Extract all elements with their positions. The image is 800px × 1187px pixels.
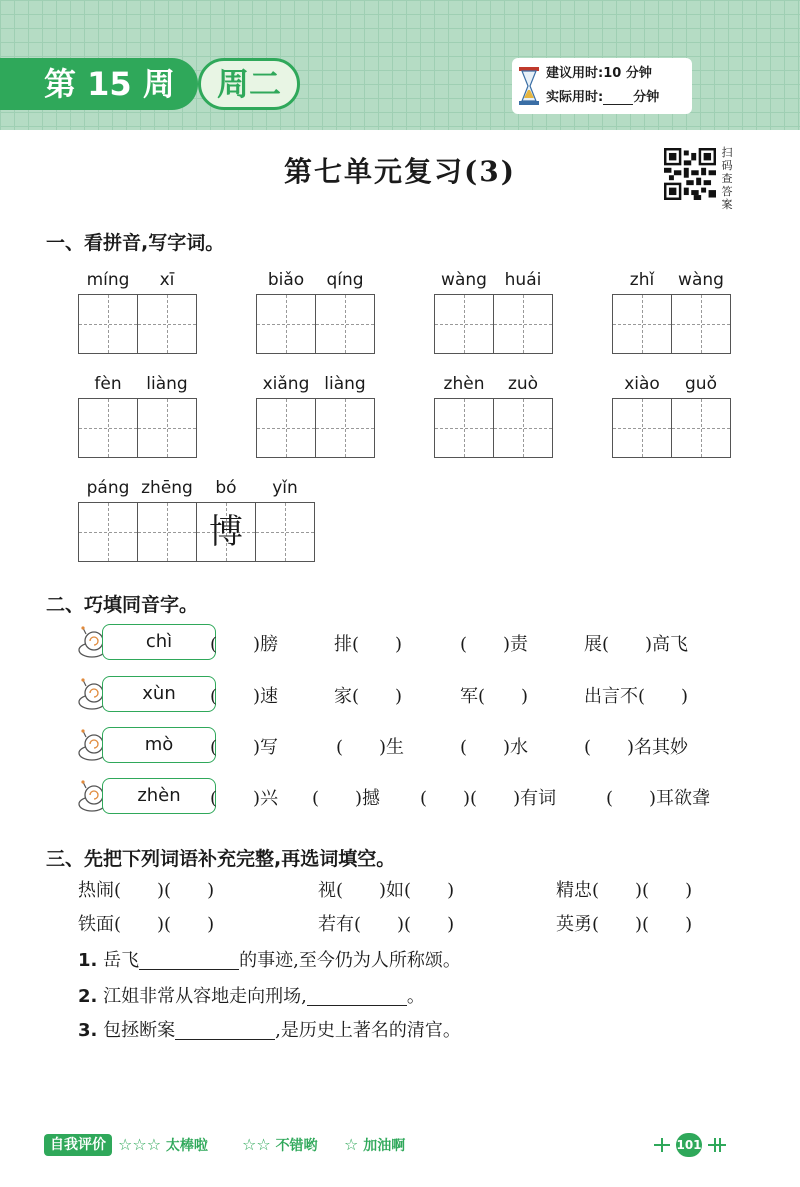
idiom-item[interactable]: 若有( )( ): [318, 914, 455, 935]
homophone-row: [76, 778, 800, 816]
pinyin-label: xiào: [624, 374, 660, 394]
writing-cell[interactable]: [494, 399, 552, 457]
fill-in-item[interactable]: ( )生: [336, 737, 405, 758]
qr-code-icon[interactable]: [664, 148, 716, 200]
pinyin-label: xī: [159, 270, 175, 290]
fill-in-item[interactable]: ( )撼: [312, 788, 381, 809]
header-banner: [0, 0, 800, 130]
sentence-end: 的事迹,至今仍为人所称颂。: [239, 950, 461, 971]
page-number-badge: [648, 1133, 732, 1157]
writing-grid: [434, 294, 553, 354]
fill-in-item[interactable]: ( )水: [460, 737, 529, 758]
rating-great-label: 太棒啦: [165, 1138, 208, 1154]
rating-effort-label: 加油啊: [363, 1138, 406, 1154]
answer-blank[interactable]: [139, 953, 239, 970]
writing-grid: [78, 502, 315, 562]
writing-cell[interactable]: [672, 399, 730, 457]
fill-in-item[interactable]: 出言不( ): [584, 686, 689, 707]
qr-caption: 扫码查答案: [721, 146, 733, 211]
pinyin-label: bó: [215, 478, 237, 498]
star-icon: ☆: [344, 1135, 359, 1154]
writing-cell[interactable]: [79, 295, 138, 353]
suggested-time: 建议用时:10 分钟: [546, 66, 652, 81]
pinyin-label: biǎo: [267, 270, 305, 290]
writing-cell[interactable]: [197, 503, 256, 561]
section3-heading: 三、先把下列词语补充完整,再选词填空。: [46, 848, 396, 870]
homophone-row: [76, 676, 800, 714]
sentence-start: 江姐非常从容地走向刑场,: [103, 986, 307, 1007]
writing-cell[interactable]: [138, 503, 197, 561]
rating-good[interactable]: [242, 1135, 318, 1155]
fill-in-item[interactable]: ( )( )有词: [420, 788, 557, 809]
answer-blank[interactable]: [307, 989, 407, 1006]
sentence-number: 3.: [78, 1020, 98, 1041]
writing-cell[interactable]: [257, 295, 316, 353]
writing-cell[interactable]: [672, 295, 730, 353]
writing-cell[interactable]: [613, 399, 672, 457]
fill-in-item[interactable]: 军( ): [460, 686, 529, 707]
fill-in-item[interactable]: ( )速: [210, 686, 279, 707]
sentence-number: 1.: [78, 950, 98, 971]
pinyin-box: xùn: [102, 676, 216, 712]
star-icon: ☆☆☆: [118, 1135, 162, 1154]
idiom-item[interactable]: 热闹( )( ): [78, 880, 215, 901]
writing-grid: [78, 398, 197, 458]
pinyin-label: zhǐ: [629, 270, 655, 290]
section2-heading: 二、巧填同音字。: [46, 594, 199, 616]
homophone-row: [76, 624, 800, 662]
fill-sentence: [78, 946, 461, 972]
pinyin-label: wàng: [441, 270, 487, 290]
homophone-row: [76, 727, 800, 765]
writing-cell[interactable]: [435, 399, 494, 457]
pinyin-label: guǒ: [685, 374, 717, 394]
page-number: 101: [676, 1133, 702, 1157]
sentence-end: ,是历史上著名的清官。: [275, 1020, 461, 1041]
writing-grid: [256, 398, 375, 458]
fill-in-item[interactable]: 排( ): [334, 634, 403, 655]
sentence-start: 包拯断案: [103, 1020, 176, 1041]
actual-time-blank[interactable]: [603, 90, 633, 105]
writing-cell[interactable]: [435, 295, 494, 353]
hourglass-icon: [518, 66, 540, 106]
writing-grid: [612, 398, 731, 458]
self-eval-label: 自我评价: [44, 1134, 112, 1156]
pinyin-label: liàng: [324, 374, 366, 394]
rating-great[interactable]: [118, 1135, 208, 1155]
pinyin-box: mò: [102, 727, 216, 763]
fill-in-item[interactable]: ( )耳欲聋: [606, 788, 711, 809]
week-label: 第 15 周: [0, 58, 198, 110]
pinyin-label: míng: [86, 270, 130, 290]
pinyin-label: huái: [504, 270, 542, 290]
day-label: 周二: [198, 58, 300, 110]
writing-grid: [434, 398, 553, 458]
writing-cell[interactable]: [316, 295, 374, 353]
pinyin-label: yǐn: [272, 478, 298, 498]
fill-in-item[interactable]: ( )责: [460, 634, 529, 655]
fill-in-item[interactable]: ( )兴: [210, 788, 279, 809]
fill-in-item[interactable]: ( )名其妙: [584, 737, 689, 758]
writing-cell[interactable]: [316, 399, 374, 457]
pinyin-label: zhèn: [443, 374, 485, 394]
rating-good-label: 不错哟: [275, 1138, 318, 1154]
pinyin-label: fèn: [94, 374, 122, 394]
pinyin-label: zhēng: [141, 478, 193, 498]
writing-cell[interactable]: [257, 399, 316, 457]
pinyin-label: zuò: [507, 374, 539, 394]
sentence-end: 。: [406, 986, 425, 1007]
actual-time: [546, 87, 659, 109]
pinyin-label: liàng: [146, 374, 188, 394]
writing-grid: [78, 294, 197, 354]
pinyin-label: wàng: [678, 270, 724, 290]
rating-effort[interactable]: [344, 1135, 405, 1155]
pinyin-label: páng: [86, 478, 130, 498]
page-title: 第七单元复习(3): [284, 155, 516, 188]
actual-time-suffix: 分钟: [633, 90, 660, 105]
idiom-item[interactable]: 铁面( )( ): [78, 914, 215, 935]
section1-heading: 一、看拼音,写字词。: [46, 232, 225, 254]
pinyin-label: xiǎng: [262, 374, 310, 394]
cell-character: 博: [209, 512, 243, 552]
fill-in-item[interactable]: 展( )高飞: [584, 634, 689, 655]
answer-blank[interactable]: [175, 1023, 275, 1040]
fill-in-item[interactable]: 家( ): [334, 686, 403, 707]
writing-cell[interactable]: [79, 399, 138, 457]
pinyin-box: zhèn: [102, 778, 216, 814]
time-box: [512, 58, 692, 114]
writing-cell[interactable]: [138, 399, 196, 457]
writing-cell[interactable]: [138, 295, 196, 353]
pinyin-box: chì: [102, 624, 216, 660]
fill-in-item[interactable]: ( )膀: [210, 634, 279, 655]
fill-sentence: [78, 982, 425, 1008]
fill-in-item[interactable]: ( )写: [210, 737, 279, 758]
idiom-item[interactable]: 精忠( )( ): [556, 880, 693, 901]
writing-grid: [256, 294, 375, 354]
writing-cell[interactable]: [256, 503, 314, 561]
sentence-number: 2.: [78, 986, 98, 1007]
fill-sentence: [78, 1016, 461, 1042]
idiom-item[interactable]: 英勇( )( ): [556, 914, 693, 935]
sentence-start: 岳飞: [103, 950, 140, 971]
pinyin-label: qíng: [326, 270, 364, 290]
writing-cell[interactable]: [494, 295, 552, 353]
writing-grid: [612, 294, 731, 354]
actual-time-prefix: 实际用时:: [546, 90, 604, 105]
idiom-item[interactable]: 视( )如( ): [318, 880, 455, 901]
writing-cell[interactable]: [613, 295, 672, 353]
writing-cell[interactable]: [79, 503, 138, 561]
star-icon: ☆☆: [242, 1135, 271, 1154]
